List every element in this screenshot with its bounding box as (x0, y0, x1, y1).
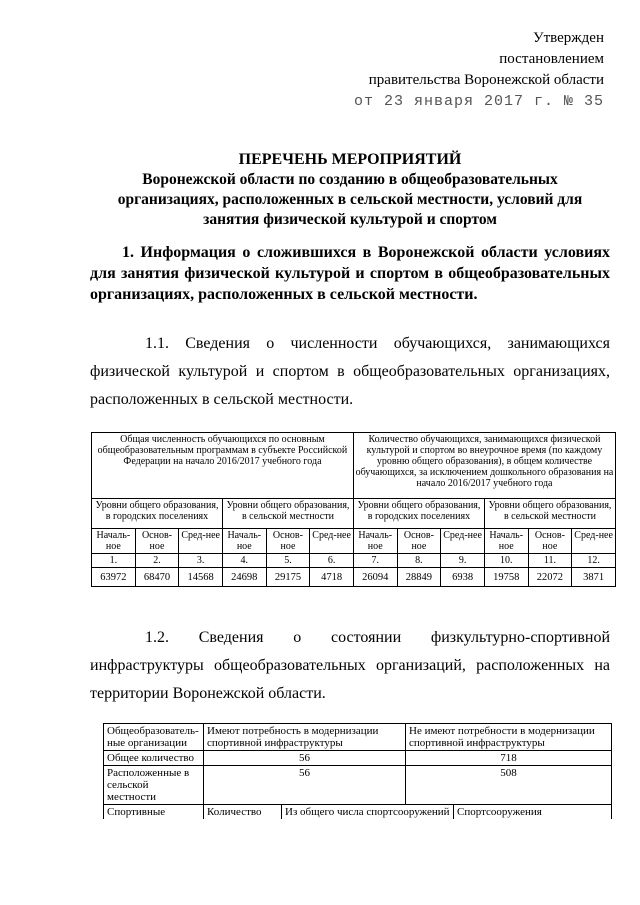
table1-col-number: 4. (222, 554, 266, 568)
approval-block (354, 28, 604, 112)
approval-date-stamp: от 23 января 2017 г. № 35 (353, 93, 604, 110)
table1-level: Началь-ное (92, 529, 136, 554)
table1-value: 6938 (441, 568, 485, 587)
table1-col-number: 11. (528, 554, 572, 568)
table1-level: Началь-ное (484, 529, 528, 554)
table1-value: 28849 (397, 568, 441, 587)
table1-head-sport: Количество обучающихся, занимающихся физической культурой и спортом во внеурочное время (по каждому уровню общего образования), в общем количестве обучающихся, за исключением дошкольного образования на начало 2016/2017 учебного года (353, 433, 615, 499)
table1-level: Сред-нее (572, 529, 616, 554)
table1-level: Основ-ное (135, 529, 179, 554)
table2-row-sport-count: Количество (204, 805, 282, 820)
table1-sub-urban-sport: Уровни общего образования, в городских поселениях (353, 499, 484, 529)
table2-head-need: Имеют потребность в модернизации спортивной инфраструктуры (204, 724, 406, 751)
table1-value: 22072 (528, 568, 572, 587)
table2-row-sport-label: Спортивные (104, 805, 204, 820)
approval-line3: правительства Воронежской области (368, 72, 604, 88)
table1-value: 19758 (484, 568, 528, 587)
table1-col-number: 9. (441, 554, 485, 568)
table2-row-rural-label: Расположенные в сельской местности (104, 766, 204, 805)
table2-head-noneed: Не имеют потребности в модернизации спортивной инфраструктуры (406, 724, 612, 751)
table1-value: 63972 (92, 568, 136, 587)
table1-col-number: 2. (135, 554, 179, 568)
table2-row-sport-facilities: Спортсооружения (454, 805, 612, 820)
table1-level: Основ-ное (266, 529, 310, 554)
table2-row-rural-need: 56 (204, 766, 406, 805)
table1-level: Сред-нее (441, 529, 485, 554)
table1-head-total: Общая численность обучающихся по основным общеобразовательным программам в субъекте Российской Федерации на начало 2016/2017 учебного года (92, 433, 354, 499)
table1-col-number: 5. (266, 554, 310, 568)
approval-line1: Утвержден (532, 30, 604, 46)
table1-col-number: 1. (92, 554, 136, 568)
table1-value: 14568 (179, 568, 223, 587)
table1-col-number: 3. (179, 554, 223, 568)
table1-value: 4718 (310, 568, 354, 587)
table1-value: 68470 (135, 568, 179, 587)
table1-value: 3871 (572, 568, 616, 587)
table1-sub-urban-total: Уровни общего образования, в городских поселениях (92, 499, 223, 529)
table1-value: 24698 (222, 568, 266, 587)
title-sub: Воронежской области по созданию в общеобразовательных организациях, расположенных в сельской местности, условий для занятия физической культурой и спортом (117, 171, 583, 228)
table1-sub-rural-total: Уровни общего образования, в сельской местности (222, 499, 353, 529)
table1-level: Основ-ное (397, 529, 441, 554)
table1-level: Началь-ное (222, 529, 266, 554)
paragraph-1-1: 1.1. Сведения о численности обучающихся, занимающихся физической культурой и спортом в общеобразовательных организациях, расположенных в сельской местности. (90, 335, 610, 408)
table1-level: Началь-ное (353, 529, 397, 554)
document-title (90, 150, 610, 230)
table2-row-total-label: Общее количество (104, 751, 204, 766)
table2-row-sport-of: Из общего числа спортсооружений (282, 805, 454, 820)
table2-row-rural-noneed: 508 (406, 766, 612, 805)
table2-row-total-noneed: 718 (406, 751, 612, 766)
table1-col-number: 10. (484, 554, 528, 568)
table1-sub-rural-sport: Уровни общего образования, в сельской местности (484, 499, 615, 529)
approval-line2: постановлением (499, 51, 604, 67)
table1-level: Сред-нее (310, 529, 354, 554)
table1-col-number: 6. (310, 554, 354, 568)
students-table (91, 432, 616, 587)
table1-level: Основ-ное (528, 529, 572, 554)
infrastructure-table (103, 723, 612, 819)
table1-level: Сред-нее (179, 529, 223, 554)
table1-col-number: 7. (353, 554, 397, 568)
title-main: ПЕРЕЧЕНЬ МЕРОПРИЯТИЙ (238, 151, 462, 168)
table1-col-number: 12. (572, 554, 616, 568)
section-1-heading: 1. Информация о сложившихся в Воронежской области условиях для занятия физической культурой и спортом в общеобразовательных организациях, расположенных в сельской местности. (90, 244, 610, 303)
table1-value: 26094 (353, 568, 397, 587)
paragraph-1-2: 1.2. Сведения о состоянии физкультурно-спортивной инфраструктуры общеобразовательных организаций, расположенных на территории Воронежской области. (90, 629, 610, 702)
table1-value: 29175 (266, 568, 310, 587)
table2-head-org: Общеобразователь-ные организации (104, 724, 204, 751)
table2-row-total-need: 56 (204, 751, 406, 766)
table1-col-number: 8. (397, 554, 441, 568)
